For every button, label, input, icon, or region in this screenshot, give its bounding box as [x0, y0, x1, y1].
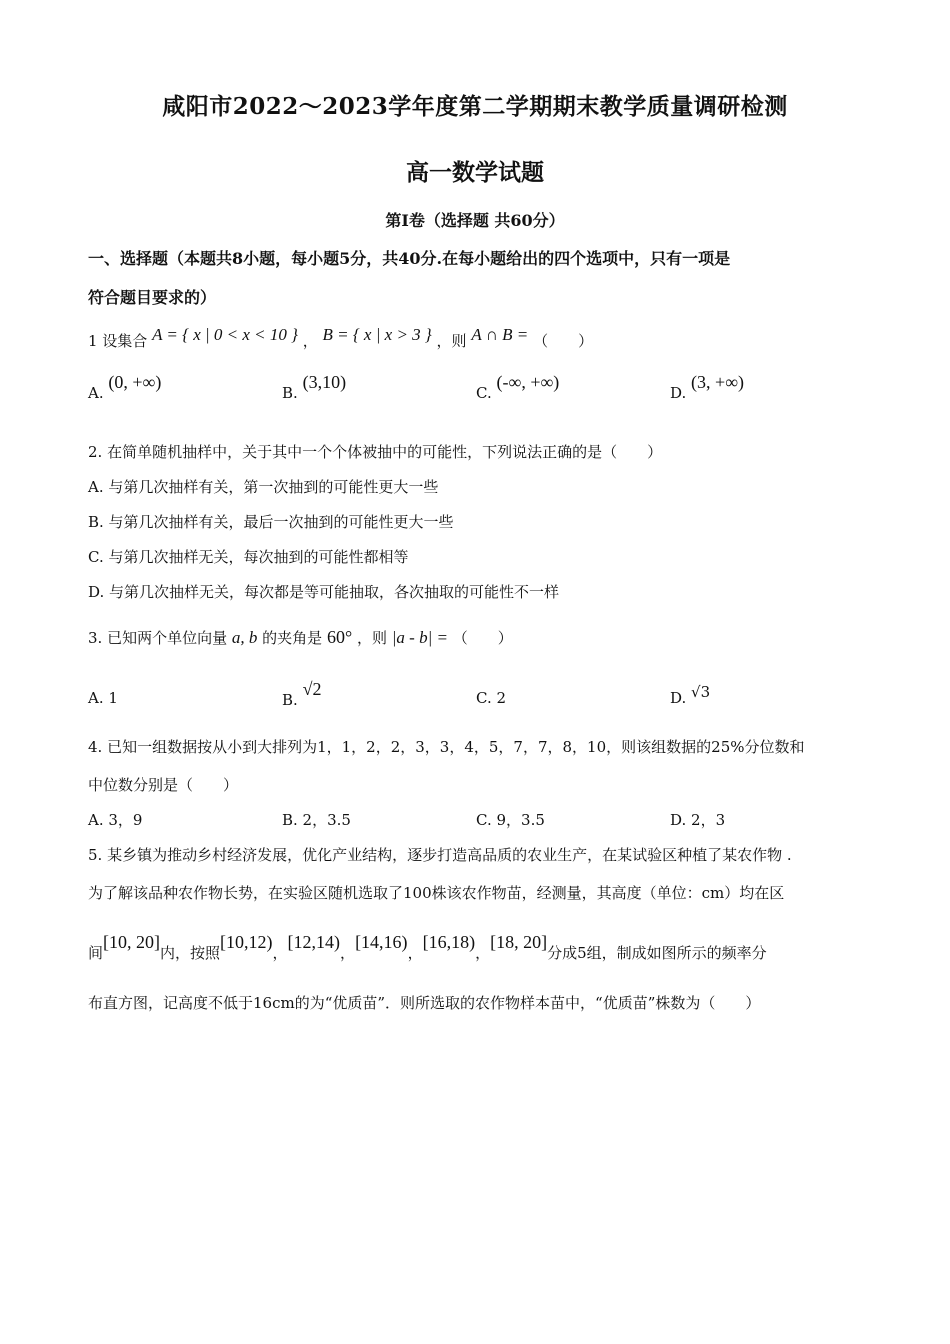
- q1-option-b-value: (3,10): [302, 372, 347, 392]
- q3-option-d-value: √3: [691, 683, 711, 701]
- q5-sep-1: ，: [272, 944, 288, 962]
- q3-prefix: 3. 已知两个单位向量: [88, 629, 228, 647]
- q5-group-3: [14,16): [355, 932, 408, 952]
- question-4-line1: 4. 已知一组数据按从小到大排列为1，1，2，2，3，3，4，5，7，7，8，10，则该组数据的25%分位数和: [88, 738, 805, 756]
- q5-prefix: 间: [88, 944, 104, 962]
- q3-option-a[interactable]: [88, 689, 118, 707]
- q5-sep-2: ，: [340, 944, 356, 962]
- q5-mid: 内，按照: [160, 944, 221, 962]
- q3-option-a-label: A.: [88, 689, 104, 707]
- q5-sep-4: ，: [475, 944, 491, 962]
- question-5-line4: 布直方图，记高度不低于16cm的为“优质苗”．则所选取的农作物样本苗中，“优质苗”株数为（ ）: [88, 994, 761, 1012]
- q1-prefix: 1 设集合: [88, 332, 148, 350]
- q3-then: ，则: [356, 629, 387, 647]
- q2-option-a[interactable]: A. 与第几次抽样有关，第一次抽到的可能性更大一些: [88, 478, 439, 496]
- q3-angle: 60°: [326, 627, 353, 647]
- q2-option-d[interactable]: D. 与第几次抽样无关，每次都是等可能抽取，各次抽取的可能性不一样: [88, 583, 560, 601]
- q3-vectors: a, b: [231, 628, 258, 647]
- q1-expression: A ∩ B =: [471, 325, 529, 344]
- q1-option-c[interactable]: [476, 372, 560, 403]
- q3-answer-paren: （ ）: [452, 629, 513, 647]
- q5-sep-3: ，: [407, 944, 423, 962]
- q1-comma: ，: [302, 332, 318, 350]
- q1-option-a-label: A.: [88, 384, 104, 402]
- q3-expression: |a - b| =: [391, 628, 448, 647]
- question-5-line1: 5. 某乡镇为推动乡村经济发展，优化产业结构，逐步打造高品质的农业生产，在某试验区种植了某农作物 .: [88, 846, 792, 864]
- q4-option-a[interactable]: A. 3，9: [88, 811, 143, 829]
- q3-option-b-label: B.: [282, 691, 298, 709]
- question-2-stem: 2. 在简单随机抽样中，关于其中一个个体被抽中的可能性，下列说法正确的是（ ）: [88, 443, 663, 461]
- q3-mid: 的夹角是: [262, 629, 323, 647]
- q2-option-b[interactable]: B. 与第几次抽样有关，最后一次抽到的可能性更大一些: [88, 513, 454, 531]
- q4-option-b[interactable]: B. 2，3.5: [282, 811, 351, 829]
- q1-option-c-value: (-∞, +∞): [496, 372, 560, 392]
- q1-option-d-label: D.: [670, 384, 687, 402]
- exam-subtitle: 高一数学试题: [406, 159, 544, 186]
- q1-option-b-label: B.: [282, 384, 298, 402]
- question-5-line3: [88, 932, 767, 963]
- q3-option-d[interactable]: [670, 683, 711, 707]
- q5-group-4: [16,18): [422, 932, 476, 952]
- q3-option-c-value: 2: [496, 689, 507, 707]
- q4-option-d[interactable]: D. 2，3: [670, 811, 726, 829]
- q1-option-a-value: (0, +∞): [108, 372, 162, 392]
- q2-option-c[interactable]: C. 与第几次抽样无关，每次抽到的可能性都相等: [88, 548, 409, 566]
- q5-group-5: [18, 20]: [490, 932, 548, 952]
- q1-option-d[interactable]: [670, 372, 745, 403]
- question-1-stem: [88, 325, 594, 351]
- q1-answer-paren: （ ）: [533, 332, 594, 350]
- q3-option-c-label: C.: [476, 689, 492, 707]
- q5-group-1: [10,12): [220, 932, 273, 952]
- exam-title: 咸阳市2022～2023学年度第二学期期末教学质量调研检测: [162, 93, 788, 120]
- q3-option-b[interactable]: [282, 679, 322, 710]
- question-3-stem: [88, 627, 513, 648]
- q3-option-d-label: D.: [670, 689, 687, 707]
- section-heading: 第Ⅰ卷（选择题 共60分）: [385, 211, 565, 230]
- q5-interval-all: [10, 20]: [103, 932, 161, 952]
- q1-option-b[interactable]: [282, 372, 347, 403]
- q3-option-b-value: √2: [302, 679, 322, 699]
- q5-suffix: 分成5组，制成如图所示的频率分: [547, 944, 767, 962]
- q1-set-a: A = { x | 0 < x < 10 }: [152, 325, 298, 344]
- part1-heading-line1: 一、选择题（本题共8小题，每小题5分，共40分.在每小题给出的四个选项中，只有一项是: [88, 249, 731, 268]
- q4-option-c[interactable]: C. 9，3.5: [476, 811, 545, 829]
- question-5-line2: 为了解该品种农作物长势，在实验区随机选取了100株该农作物苗，经测量，其高度（单位：cm）均在区: [88, 884, 785, 902]
- q1-option-a[interactable]: [88, 372, 162, 403]
- q1-option-d-value: (3, +∞): [691, 372, 745, 392]
- question-4-line2: 中位数分别是（ ）: [88, 776, 239, 794]
- q5-group-2: [12,14): [287, 932, 341, 952]
- q3-option-c[interactable]: [476, 689, 506, 707]
- part1-heading-line2: 符合题目要求的）: [88, 288, 217, 307]
- q1-set-b: B = { x | x > 3 }: [322, 325, 432, 344]
- q3-option-a-value: 1: [108, 689, 118, 707]
- q1-option-c-label: C.: [476, 384, 492, 402]
- q1-then: ，则: [436, 332, 467, 350]
